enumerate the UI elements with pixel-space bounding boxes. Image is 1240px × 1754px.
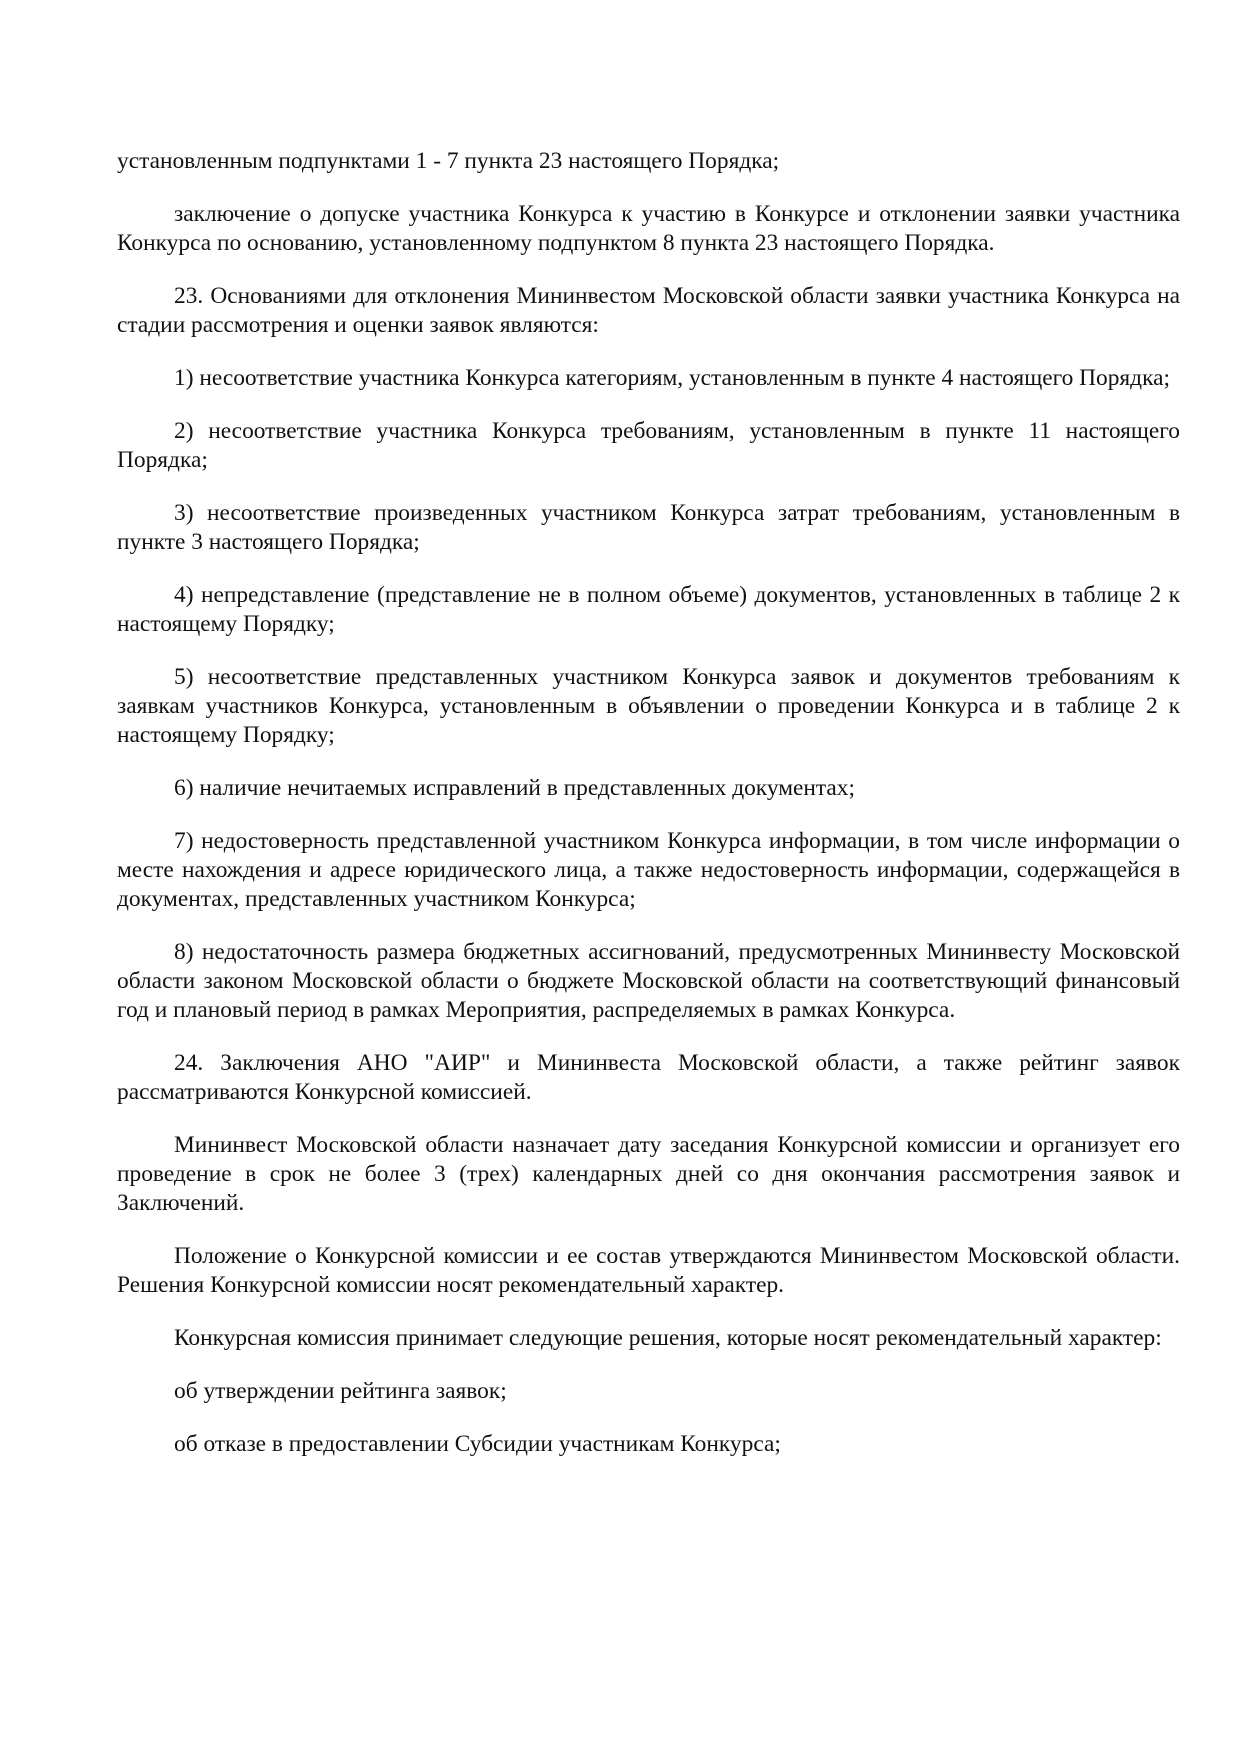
list-item-5: 5) несоответствие представленных участником Конкурса заявок и документов требованиям к заявкам участников Конкурса, установленным в объявлении о проведении Конкурса и в таблице 2 к настоящему Порядку; <box>117 664 1180 748</box>
paragraph-section-24: 24. Заключения АНО "АИР" и Мининвеста Московской области, а также рейтинг заявок рассматриваются Конкурсной комиссией. <box>117 1050 1180 1105</box>
paragraph-meeting-date: Мининвест Московской области назначает дату заседания Конкурсной комиссии и организует его проведение в срок не более 3 (трех) календарных дней со дня окончания рассмотрения заявок и Заключений. <box>117 1132 1180 1216</box>
list-item-1: 1) несоответствие участника Конкурса категориям, установленным в пункте 4 настоящего Порядка; <box>174 365 1170 391</box>
list-item-2: 2) несоответствие участника Конкурса требованиям, установленным в пункте 11 настоящего Порядка; <box>117 418 1180 473</box>
paragraph-conclusion-admission: заключение о допуске участника Конкурса к участию в Конкурсе и отклонении заявки участника Конкурса по основанию, установленному подпунктом 8 пункта 23 настоящего Порядка. <box>117 201 1180 256</box>
paragraph-continuation: установленным подпунктами 1 - 7 пункта 23 настоящего Порядка; <box>117 148 780 174</box>
list-item-3: 3) несоответствие произведенных участником Конкурса затрат требованиям, установленным в пункте 3 настоящего Порядка; <box>117 500 1180 555</box>
decision-item-refusal: об отказе в предоставлении Субсидии участникам Конкурса; <box>174 1431 781 1457</box>
decision-item-rating: об утверждении рейтинга заявок; <box>174 1378 507 1404</box>
paragraph-commission-regulation: Положение о Конкурсной комиссии и ее состав утверждаются Мининвестом Московской области. Решения Конкурсной комиссии носят рекомендательный характер. <box>117 1243 1180 1298</box>
paragraph-commission-decisions: Конкурсная комиссия принимает следующие решения, которые носят рекомендательный характер: <box>174 1325 1162 1351</box>
document-page <box>117 147 1180 1483</box>
list-item-4: 4) непредставление (представление не в полном объеме) документов, установленных в таблице 2 к настоящему Порядку; <box>117 582 1180 637</box>
paragraph-section-23: 23. Основаниями для отклонения Мининвестом Московской области заявки участника Конкурса на стадии рассмотрения и оценки заявок являются: <box>117 283 1180 338</box>
list-item-6: 6) наличие нечитаемых исправлений в представленных документах; <box>174 775 855 801</box>
list-item-8: 8) недостаточность размера бюджетных ассигнований, предусмотренных Мининвесту Московской области законом Московской области о бюджете Московской области на соответствующий финансовый год и плановый период в рамках Мероприятия, распределяемых в рамках Конкурса. <box>117 939 1180 1023</box>
list-item-7: 7) недостоверность представленной участником Конкурса информации, в том числе информации о месте нахождения и адресе юридического лица, а также недостоверность информации, содержащейся в документах, представленных участником Конкурса; <box>117 828 1180 912</box>
